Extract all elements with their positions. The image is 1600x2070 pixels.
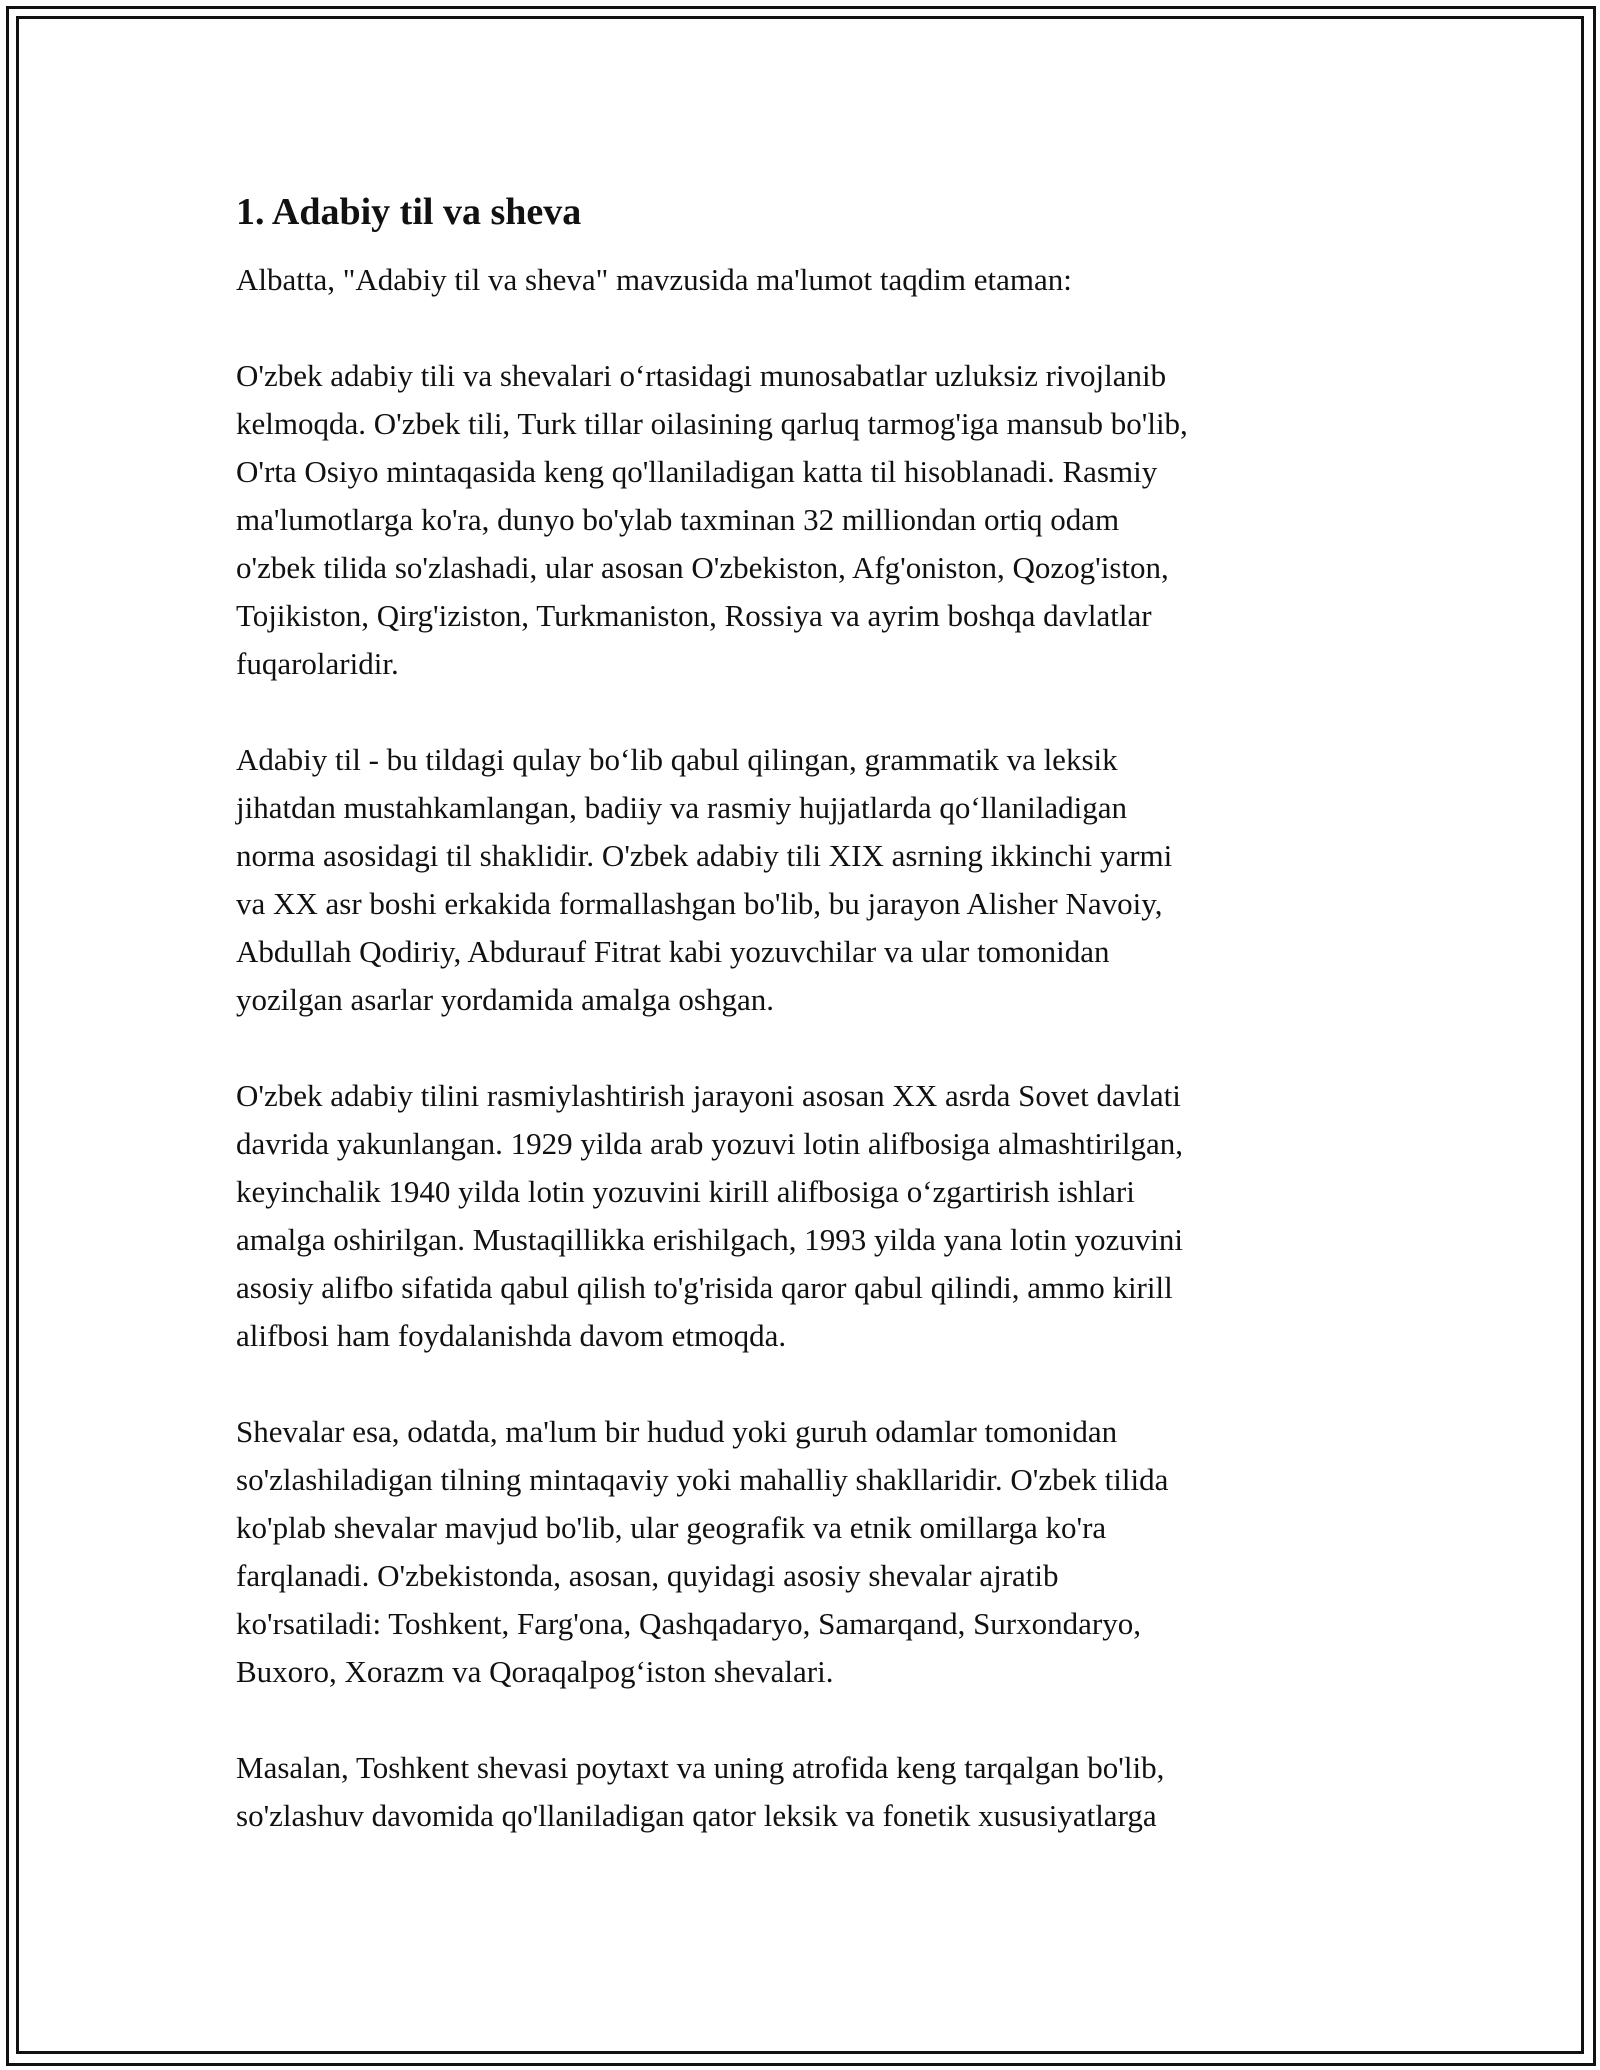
text-line: ko'plab shevalar mavjud bo'lib, ular geografik va etnik omillarga ko'ra — [236, 1510, 1107, 1545]
text-line: Albatta, "Adabiy til va sheva" mavzusida ma'lumot taqdim etaman: — [236, 262, 1072, 297]
text-line: so'zlashuv davomida qo'llaniladigan qator leksik va fonetik xususiyatlarga — [236, 1798, 1157, 1833]
text-line: fuqarolaridir. — [236, 646, 399, 681]
text-line: va XX asr boshi erkakida formallashgan bo'lib, bu jarayon Alisher Navoiy, — [236, 886, 1163, 921]
paragraph-tashkent-dialect — [236, 1744, 1396, 1840]
text-line: o'zbek tilida so'zlashadi, ular asosan O'zbekiston, Afg'oniston, Qozog'iston, — [236, 550, 1169, 585]
text-line: Tojikiston, Qirg'iziston, Turkmaniston, Rossiya va ayrim boshqa davlatlar — [236, 598, 1152, 633]
text-line: so'zlashiladigan tilning mintaqaviy yoki mahalliy shakllaridir. O'zbek tilida — [236, 1462, 1169, 1497]
text-line: davrida yakunlangan. 1929 yilda arab yozuvi lotin alifbosiga almashtirilgan, — [236, 1126, 1183, 1161]
text-line: Abdullah Qodiriy, Abdurauf Fitrat kabi yozuvchilar va ular tomonidan — [236, 934, 1110, 969]
text-line: jihatdan mustahkamlangan, badiiy va rasmiy hujjatlarda qo‘llaniladigan — [236, 790, 1127, 825]
paragraph-formalization — [236, 1072, 1396, 1360]
text-line: keyinchalik 1940 yilda lotin yozuvini kirill alifbosiga o‘zgartirish ishlari — [236, 1174, 1135, 1209]
section-heading: 1. Adabiy til va sheva — [236, 191, 582, 233]
text-line: yozilgan asarlar yordamida amalga oshgan. — [236, 982, 774, 1017]
text-line: amalga oshirilgan. Mustaqillikka erishilgach, 1993 yilda yana lotin yozuvini — [236, 1222, 1184, 1257]
paragraph-overview — [236, 352, 1396, 688]
document-body — [236, 190, 1396, 1888]
text-line: Masalan, Toshkent shevasi poytaxt va uning atrofida keng tarqalgan bo'lib, — [236, 1750, 1165, 1785]
text-line: ko'rsatiladi: Toshkent, Farg'ona, Qashqadaryo, Samarqand, Surxondaryo, — [236, 1606, 1141, 1641]
text-line: ma'lumotlarga ko'ra, dunyo bo'ylab taxminan 32 milliondan ortiq odam — [236, 502, 1120, 537]
text-line: farqlanadi. O'zbekistonda, asosan, quyidagi asosiy shevalar ajratib — [236, 1558, 1059, 1593]
text-line: Adabiy til - bu tildagi qulay bo‘lib qabul qilingan, grammatik va leksik — [236, 742, 1118, 777]
text-line: Shevalar esa, odatda, ma'lum bir hudud yoki guruh odamlar tomonidan — [236, 1414, 1118, 1449]
text-line: O'zbek adabiy tilini rasmiylashtirish jarayoni asosan XX asrda Sovet davlati — [236, 1078, 1181, 1113]
text-line: alifbosi ham foydalanishda davom etmoqda. — [236, 1318, 787, 1353]
text-line: Buxoro, Xorazm va Qoraqalpog‘iston shevalari. — [236, 1654, 834, 1689]
paragraph-dialects — [236, 1408, 1396, 1696]
text-line: O'rta Osiyo mintaqasida keng qo'llaniladigan katta til hisoblanadi. Rasmiy — [236, 454, 1158, 489]
paragraph-literary-language — [236, 736, 1396, 1024]
paragraph-intro — [236, 256, 1396, 304]
text-line: O'zbek adabiy tili va shevalari o‘rtasidagi munosabatlar uzluksiz rivojlanib — [236, 358, 1167, 393]
text-line: kelmoqda. O'zbek tili, Turk tillar oilasining qarluq tarmog'iga mansub bo'lib, — [236, 406, 1188, 441]
text-line: asosiy alifbo sifatida qabul qilish to'g'risida qaror qabul qilindi, ammo kirill — [236, 1270, 1173, 1305]
text-line: norma asosidagi til shaklidir. O'zbek adabiy tili XIX asrning ikkinchi yarmi — [236, 838, 1173, 873]
